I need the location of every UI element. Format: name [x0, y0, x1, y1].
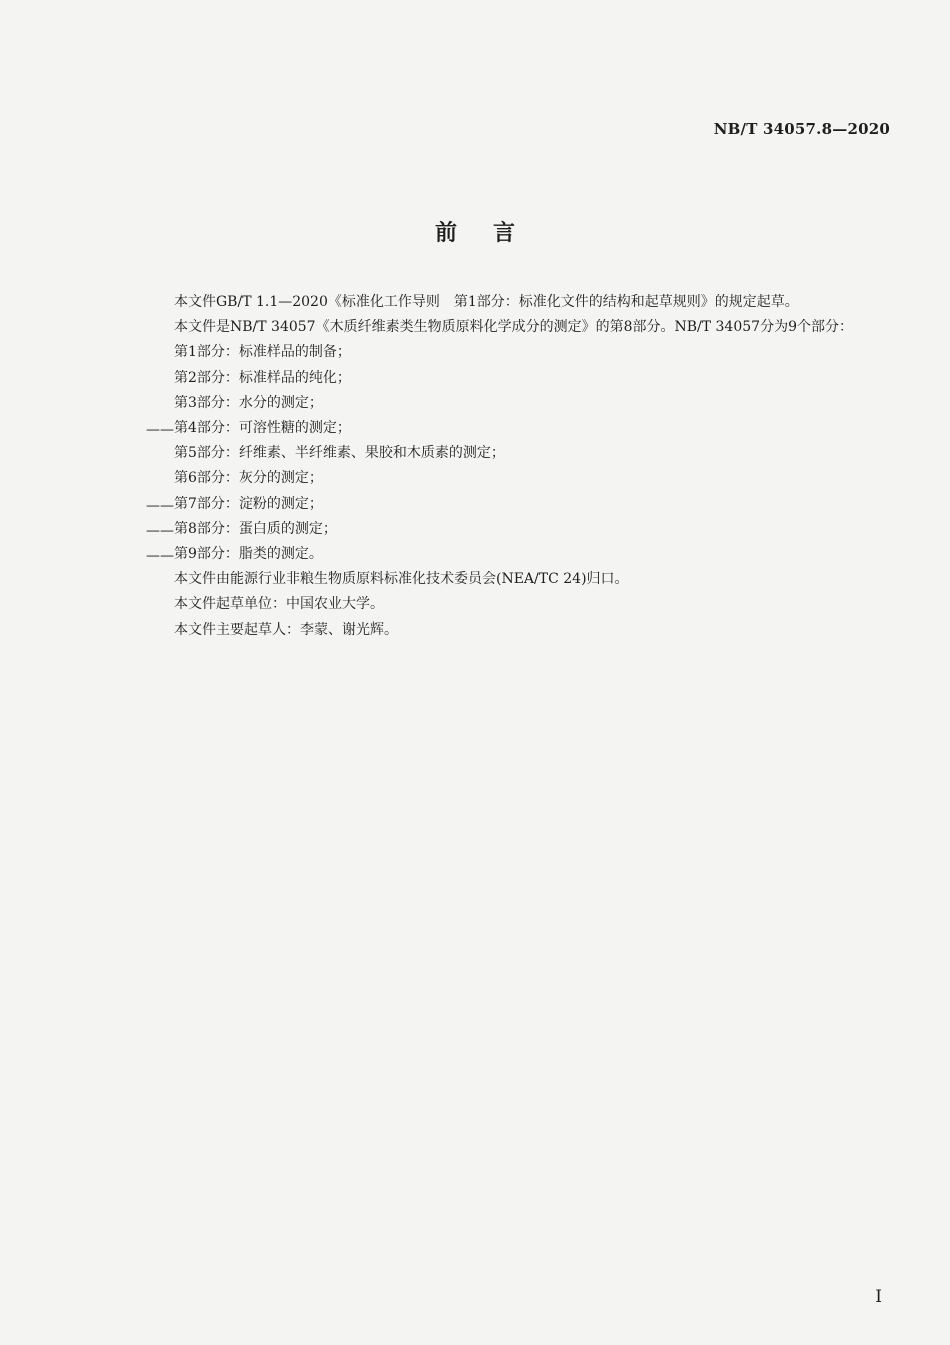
- list-item-text: 第8部分：蛋白质的测定；: [174, 520, 337, 537]
- list-item-text: 第9部分：脂类的测定。: [174, 546, 323, 563]
- list-item: [138, 391, 894, 416]
- paragraph-drafting-rules: 本文件GB/T 1.1—2020《标准化工作导则 第1部分：标准化文件的结构和起草规则》的规定起草。: [174, 294, 799, 310]
- list-item: —— 第7部分：淀粉的测定；: [146, 495, 323, 514]
- page-number: I: [875, 1287, 882, 1307]
- page-title: 前言: [434, 220, 551, 246]
- list-item-text: 第2部分：标准样品的纯化；: [174, 369, 351, 386]
- list-item-text: 第1部分：标准样品的制备；: [174, 344, 351, 361]
- list-item: [138, 340, 894, 365]
- list-item-text: 第6部分：灰分的测定；: [174, 470, 323, 487]
- paragraph-technical-committee: 本文件由能源行业非粮生物质原料标准化技术委员会(NEA/TC 24)归口。: [174, 571, 629, 588]
- list-item: —— 第9部分：脂类的测定。: [146, 546, 323, 565]
- paragraph-series-intro: 本文件是NB/T 34057《木质纤维素类生物质原料化学成分的测定》的第8部分。NB/T 34057分为9个部分：: [174, 319, 853, 336]
- paragraph-drafters: 本文件主要起草人：李蒙、谢光辉。: [174, 621, 398, 638]
- list-item-text: 第3部分：水分的测定；: [174, 394, 323, 411]
- paragraph-drafting-unit: 本文件起草单位：中国农业大学。: [174, 596, 384, 613]
- document-body: [138, 290, 894, 643]
- list-item-text: 第4部分：可溶性糖的测定；: [174, 420, 351, 437]
- parts-list: [138, 340, 894, 567]
- list-item-text: 第5部分：纤维素、半纤维素、果胶和木质素的测定；: [174, 445, 505, 462]
- list-item: [138, 441, 894, 466]
- list-item: —— 第4部分：可溶性糖的测定；: [146, 420, 351, 439]
- list-item: [138, 366, 894, 391]
- list-item-text: 第7部分：淀粉的测定；: [174, 495, 323, 512]
- standard-number: NB/T 34057.8—2020: [713, 120, 890, 138]
- list-item: [138, 466, 894, 491]
- list-item: —— 第8部分：蛋白质的测定；: [146, 520, 337, 539]
